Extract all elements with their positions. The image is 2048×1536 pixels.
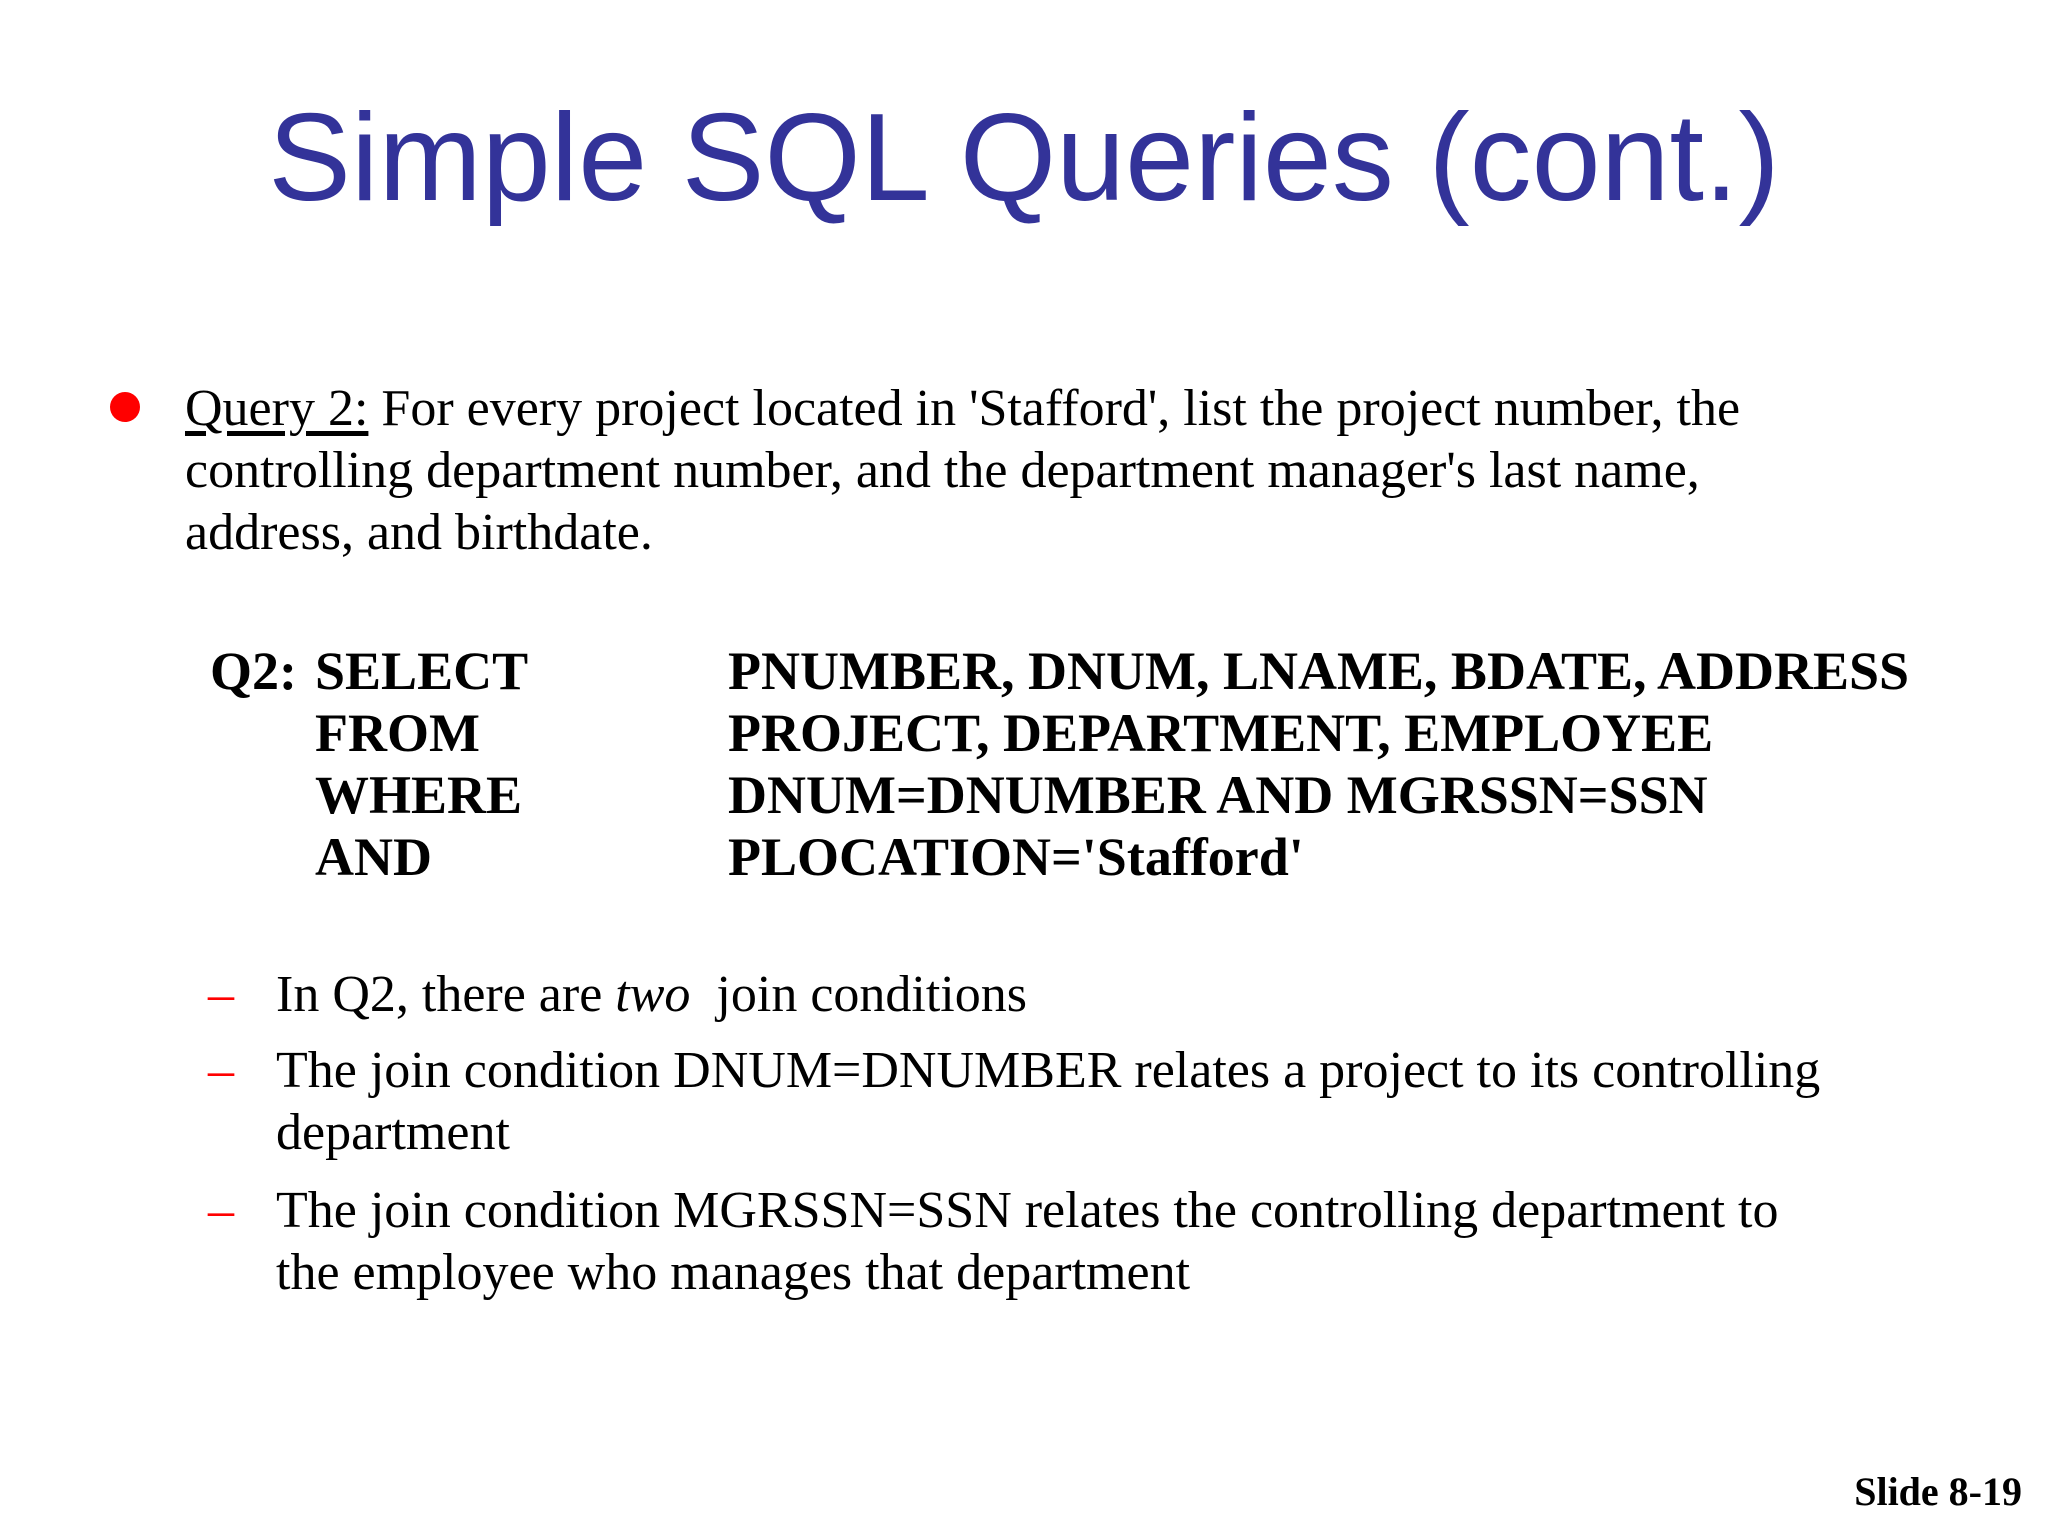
- description-line-1: [185, 378, 1985, 440]
- dash-bullet-icon: –: [208, 966, 234, 1023]
- sql-keyword: FROM: [315, 703, 480, 763]
- sql-keyword: WHERE: [315, 765, 523, 825]
- red-bullet-icon: [110, 392, 140, 422]
- subpoint-text-end: join conditions: [690, 966, 1027, 1023]
- query-description: [185, 378, 1985, 564]
- description-line-2: controlling department number, and the department manager's last name,: [185, 442, 1700, 499]
- sql-clause: PLOCATION='Stafford': [728, 827, 1304, 887]
- sql-clause: DNUM=DNUMBER AND MGRSSN=SSN: [728, 765, 1708, 825]
- emphasis-text: two: [615, 966, 691, 1023]
- subpoint-text: [276, 1040, 1820, 1164]
- subpoint-line-1: The join condition MGRSSN=SSN relates the controlling department to: [276, 1182, 1779, 1239]
- subpoint-text: [276, 1180, 1779, 1304]
- description-line-1-text: For every project located in 'Stafford', list the project number, the: [368, 380, 1741, 437]
- query-label: Query 2:: [185, 380, 369, 437]
- dash-bullet-icon: –: [208, 1182, 234, 1239]
- subpoint-line-2: the employee who manages that department: [276, 1244, 1191, 1301]
- description-line-3: address, and birthdate.: [185, 504, 653, 561]
- subpoint-text: [276, 964, 1027, 1026]
- sql-clause: PROJECT, DEPARTMENT, EMPLOYEE: [728, 703, 1714, 763]
- slide-number: Slide 8-19: [1854, 1469, 2022, 1514]
- subpoint-line-1: The join condition DNUM=DNUMBER relates a project to its controlling: [276, 1042, 1821, 1099]
- subpoint-line-2: department: [276, 1104, 510, 1161]
- dash-bullet-icon: –: [208, 1042, 234, 1099]
- subpoint-text-start: In Q2, there are: [276, 966, 616, 1023]
- sql-clause: PNUMBER, DNUM, LNAME, BDATE, ADDRESS: [728, 641, 1910, 701]
- sql-keyword: AND: [315, 827, 432, 887]
- sql-keyword: SELECT: [315, 641, 529, 701]
- slide-title: Simple SQL Queries (cont.): [268, 89, 1780, 227]
- query-id: Q2:: [210, 641, 297, 701]
